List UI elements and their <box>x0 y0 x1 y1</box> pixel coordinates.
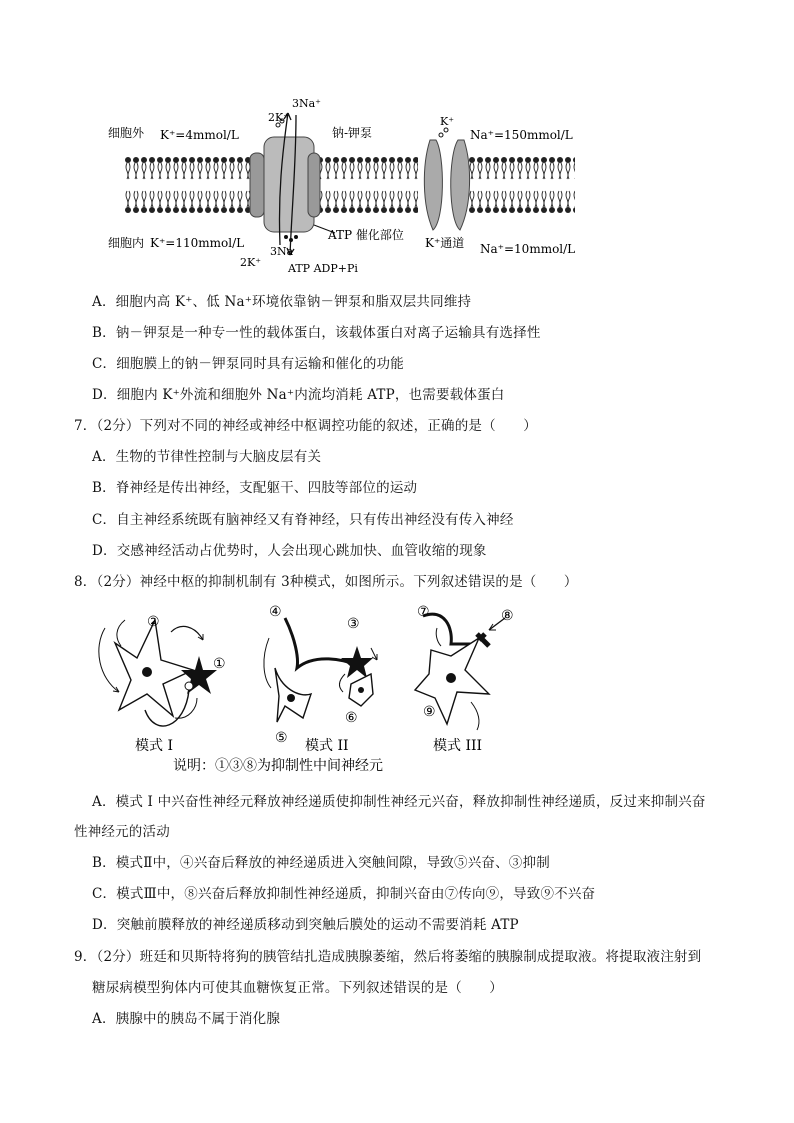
svg-text:ATP ADP+Pi: ATP ADP+Pi <box>288 262 358 275</box>
q6-option-a: A．细胞内高 K⁺、低 Na⁺环境依靠钠－钾泵和脂双层共同维持 <box>92 294 472 310</box>
svg-text:K⁺: K⁺ <box>440 115 455 128</box>
svg-text:K⁺通道: K⁺通道 <box>425 236 465 250</box>
q7-stem: 7．（2分）下列对不同的神经或神经中枢调控功能的叙述，正确的是（ ） <box>74 418 537 434</box>
q7-option-c: C．自主神经系统既有脑神经又有脊神经，只有传出神经没有传入神经 <box>92 512 514 528</box>
q7-option-a: A．生物的节律性控制与大脑皮层有关 <box>92 449 322 465</box>
svg-text:Na⁺=10mmol/L: Na⁺=10mmol/L <box>480 242 576 256</box>
q9-stem-line2: 糖尿病模型狗体内可使其血糖恢复正常。下列叙述错误的是（ ） <box>92 980 503 996</box>
inhibition-modes-figure <box>85 598 545 778</box>
svg-text:⑥: ⑥ <box>345 710 358 726</box>
mode-2-diagram <box>264 604 377 754</box>
svg-text:③: ③ <box>347 616 360 632</box>
membrane-figure <box>100 95 600 275</box>
q8-option-a-line2: 性神经元的活动 <box>74 824 170 840</box>
inside-label: 细胞内 <box>108 236 145 250</box>
q7-option-d: D．交感神经活动占优势时，人会出现心跳加快、血管收缩的现象 <box>92 543 487 559</box>
svg-text:④: ④ <box>269 604 282 620</box>
figure-caption: 说明：①③⑧为抑制性中间神经元 <box>173 758 383 774</box>
svg-text:钠-钾泵: 钠-钾泵 <box>332 126 373 140</box>
svg-text:K⁺=4mmol/L: K⁺=4mmol/L <box>160 128 239 142</box>
mode-1-diagram <box>99 614 226 754</box>
mode-3-diagram <box>415 604 514 754</box>
q8-option-b: B．模式Ⅱ中，④兴奋后释放的神经递质进入突触间隙，导致⑤兴奋、③抑制 <box>92 855 550 871</box>
svg-text:ATP 催化部位: ATP 催化部位 <box>328 228 404 242</box>
q8-stem: 8．（2分）神经中枢的抑制机制有 3种模式，如图所示。下列叙述错误的是（ ） <box>74 574 578 590</box>
pump-left-lobe <box>250 153 264 217</box>
svg-text:模式 III: 模式 III <box>433 738 483 754</box>
q7-option-b: B．脊神经是传出神经，支配躯干、四肢等部位的运动 <box>92 480 418 496</box>
svg-text:⑤: ⑤ <box>275 730 288 746</box>
svg-text:模式 II: 模式 II <box>305 738 349 754</box>
q6-option-d: D．细胞内 K⁺外流和细胞外 Na⁺内流均消耗 ATP，也需要载体蛋白 <box>92 387 505 403</box>
q6-option-c: C．细胞膜上的钠－钾泵同时具有运输和催化的功能 <box>92 356 404 372</box>
svg-text:K⁺=110mmol/L: K⁺=110mmol/L <box>150 236 245 250</box>
q9-stem-line1: 9．（2分）班廷和贝斯特将狗的胰管结扎造成胰腺萎缩，然后将萎缩的胰腺制成提取液。将提取液注射到 <box>74 949 702 965</box>
svg-text:Na⁺=150mmol/L: Na⁺=150mmol/L <box>470 128 573 142</box>
q8-option-a-line1: A．模式 I 中兴奋性神经元释放神经递质使抑制性神经元兴奋，释放抑制性神经递质，反过来抑制兴奋 <box>92 794 706 810</box>
k-channel-right <box>451 140 470 230</box>
svg-text:模式 I: 模式 I <box>135 738 173 754</box>
svg-text:⑨: ⑨ <box>423 704 436 720</box>
svg-text:2K⁺: 2K⁺ <box>268 111 290 124</box>
q8-option-c: C．模式Ⅲ中，⑧兴奋后释放抑制性神经递质，抑制兴奋由⑦传向⑨，导致⑨不兴奋 <box>92 886 596 902</box>
svg-text:①: ① <box>213 656 226 672</box>
q8-option-d: D．突触前膜释放的神经递质移动到突触后膜处的运动不需要消耗 ATP <box>92 917 519 933</box>
svg-text:3Na: 3Na <box>270 245 294 258</box>
svg-text:⑧: ⑧ <box>501 608 514 624</box>
q6-option-b: B．钠－钾泵是一种专一性的载体蛋白，该载体蛋白对离子运输具有选择性 <box>92 325 541 341</box>
pump-protein <box>264 137 314 232</box>
svg-text:⑦: ⑦ <box>417 604 430 620</box>
k-channel-left <box>424 140 442 230</box>
svg-text:3Na⁺: 3Na⁺ <box>292 97 321 110</box>
q9-option-a: A．胰腺中的胰岛不属于消化腺 <box>92 1011 281 1027</box>
svg-text:②: ② <box>147 614 160 630</box>
outside-label: 细胞外 <box>108 126 145 140</box>
svg-text:2K⁺: 2K⁺ <box>240 256 262 269</box>
